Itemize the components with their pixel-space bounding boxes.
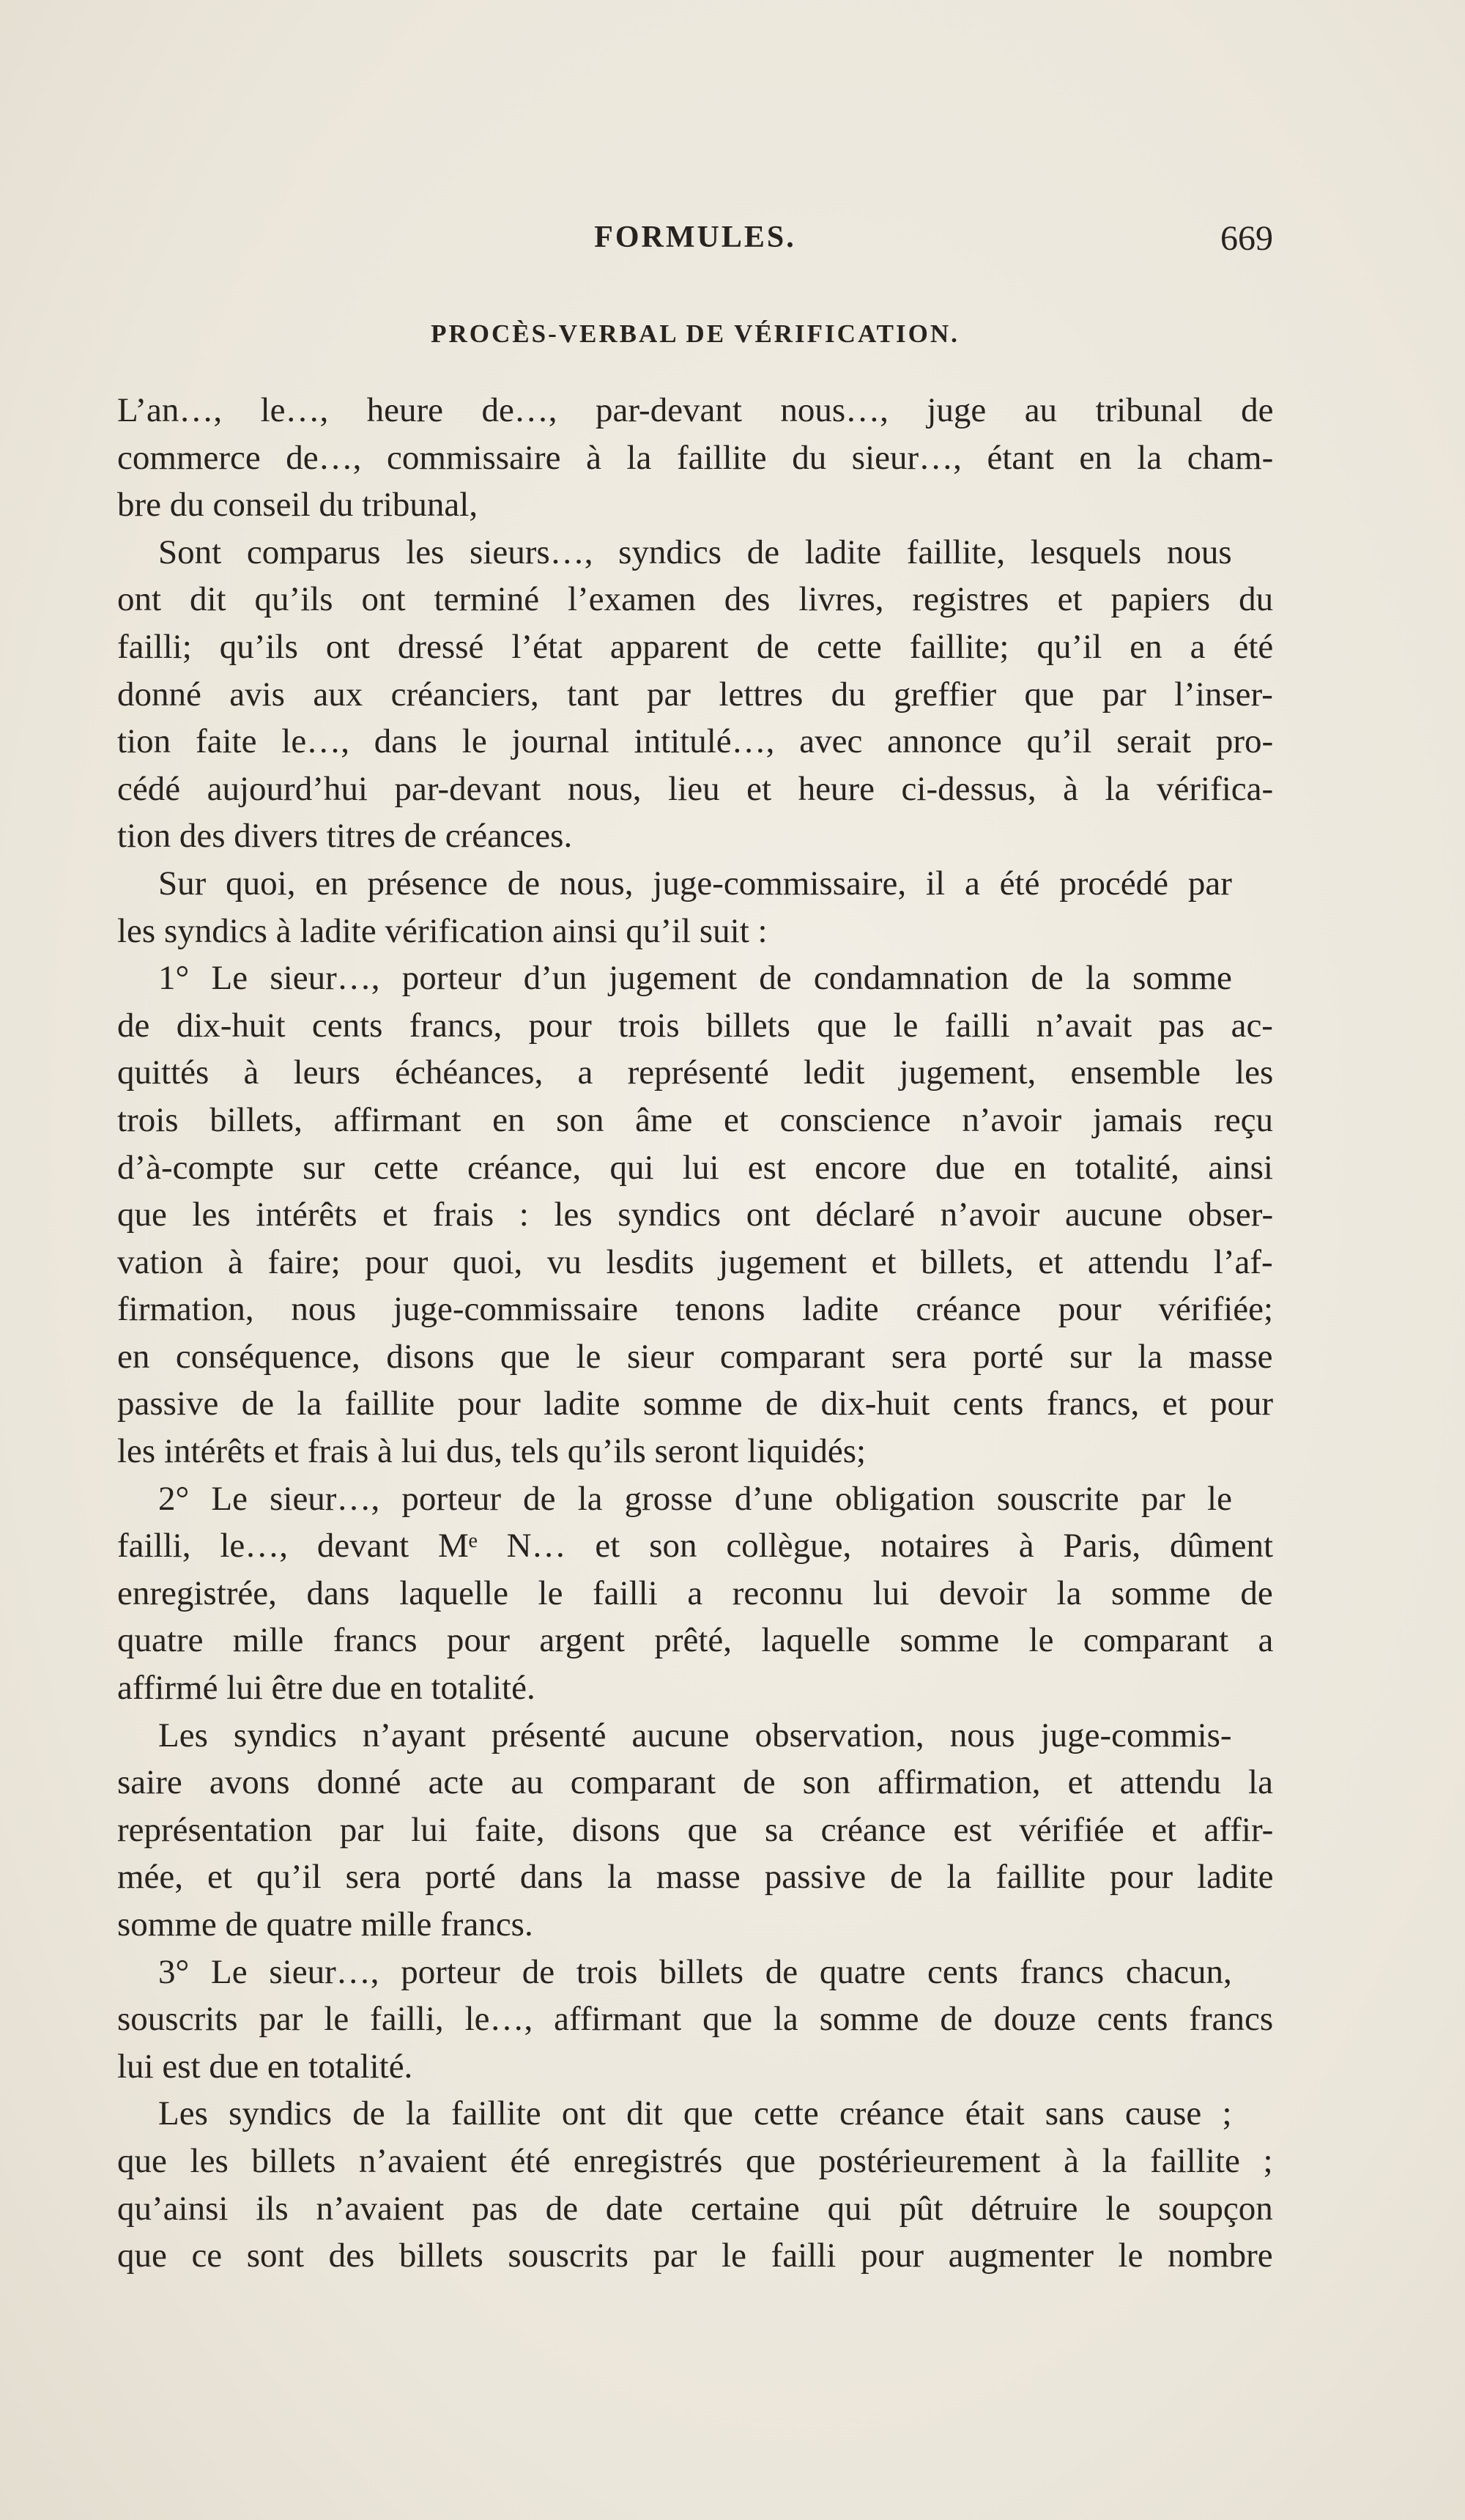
running-title: FORMULES. xyxy=(594,220,796,254)
text-line: bre du conseil du tribunal, xyxy=(117,486,478,525)
text-line: quatre mille francs pour argent prêté, laquelle somme le comparant a xyxy=(117,1621,1274,1660)
text-line: 2° Le sieur…, porteur de la grosse d’une obligation souscrite par le xyxy=(158,1479,1232,1518)
text-line: que les intérêts et frais : les syndics ont déclaré n’avoir aucune obser- xyxy=(117,1196,1274,1234)
text-line: qu’ainsi ils n’avaient pas de date certaine qui pût détruire le soupçon xyxy=(117,2189,1273,2228)
section-title: PROCÈS-VERBAL DE VÉRIFICATION. xyxy=(431,319,960,348)
text-line: firmation, nous juge-commissaire tenons ladite créance pour vérifiée; xyxy=(117,1290,1274,1329)
text-line: quittés à leurs échéances, a représenté ledit jugement, ensemble les xyxy=(117,1053,1274,1092)
text-line: lui est due en totalité. xyxy=(117,2047,413,2086)
text-line: que ce sont des billets souscrits par le failli pour augmenter le nombre xyxy=(117,2236,1273,2275)
text-line: affirmé lui être due en totalité. xyxy=(117,1669,535,1708)
text-line: donné avis aux créanciers, tant par lettres du greffier que par l’inser- xyxy=(117,675,1273,714)
text-line: ont dit qu’ils ont terminé l’examen des livres, registres et papiers du xyxy=(117,580,1274,619)
text-line: passive de la faillite pour ladite somme de dix-huit cents francs, et pour xyxy=(117,1385,1274,1423)
body-text xyxy=(117,387,1273,2280)
text-line: Les syndics de la faillite ont dit que cette créance était sans cause ; xyxy=(158,2094,1232,2133)
text-line: commerce de…, commissaire à la faillite du sieur…, étant en la cham- xyxy=(117,438,1274,477)
text-line: enregistrée, dans laquelle le failli a reconnu lui devoir la somme de xyxy=(117,1574,1273,1612)
text-line: trois billets, affirmant en son âme et conscience n’avoir jamais reçu xyxy=(117,1100,1273,1139)
text-line: Sur quoi, en présence de nous, juge-commissaire, il a été procédé par xyxy=(158,864,1232,903)
text-line: 3° Le sieur…, porteur de trois billets de quatre cents francs chacun, xyxy=(158,1952,1232,1991)
text-line: représentation par lui faite, disons que sa créance est vérifiée et affir- xyxy=(117,1810,1274,1849)
text-line: saire avons donné acte au comparant de son affirmation, et attendu la xyxy=(117,1763,1273,1802)
text-line: Les syndics n’ayant présenté aucune observation, nous juge-commis- xyxy=(158,1716,1232,1754)
page-header xyxy=(117,220,1273,256)
text-line: tion des divers titres de créances. xyxy=(117,817,573,856)
text-line: les syndics à ladite vérification ainsi qu’il suit : xyxy=(117,911,768,950)
text-line: failli; qu’ils ont dressé l’état apparent de cette faillite; qu’il en a été xyxy=(117,627,1274,666)
text-line: 1° Le sieur…, porteur d’un jugement de condamnation de la somme xyxy=(158,959,1232,998)
text-line: en conséquence, disons que le sieur comparant sera porté sur la masse xyxy=(117,1337,1273,1376)
text-line: de dix-huit cents francs, pour trois billets que le failli n’avait pas ac- xyxy=(117,1006,1273,1045)
text-line: d’à-compte sur cette créance, qui lui est encore due en totalité, ainsi xyxy=(117,1148,1273,1187)
text-line: cédé aujourd’hui par-devant nous, lieu et heure ci-dessus, à la vérifica- xyxy=(117,769,1274,808)
text-line: failli, le…, devant Mᵉ N… et son collègue, notaires à Paris, dûment xyxy=(117,1527,1273,1565)
text-line: les intérêts et frais à lui dus, tels qu’ils seront liquidés; xyxy=(117,1432,867,1471)
text-line: tion faite le…, dans le journal intitulé…, avec annonce qu’il serait pro- xyxy=(117,722,1274,761)
text-line: L’an…, le…, heure de…, par-devant nous…, juge au tribunal de xyxy=(117,391,1274,429)
page-number: 669 xyxy=(1220,219,1273,258)
text-line: que les billets n’avaient été enregistrés que postérieurement à la faillite ; xyxy=(117,2141,1273,2180)
text-line: mée, et qu’il sera porté dans la masse passive de la faillite pour ladite xyxy=(117,1858,1274,1897)
text-line: somme de quatre mille francs. xyxy=(117,1905,533,1943)
text-line: Sont comparus les sieurs…, syndics de ladite faillite, lesquels nous xyxy=(158,533,1232,571)
text-line: vation à faire; pour quoi, vu lesdits jugement et billets, et attendu l’af- xyxy=(117,1242,1273,1281)
text-line: souscrits par le failli, le…, affirmant que la somme de douze cents francs xyxy=(117,2000,1274,2039)
